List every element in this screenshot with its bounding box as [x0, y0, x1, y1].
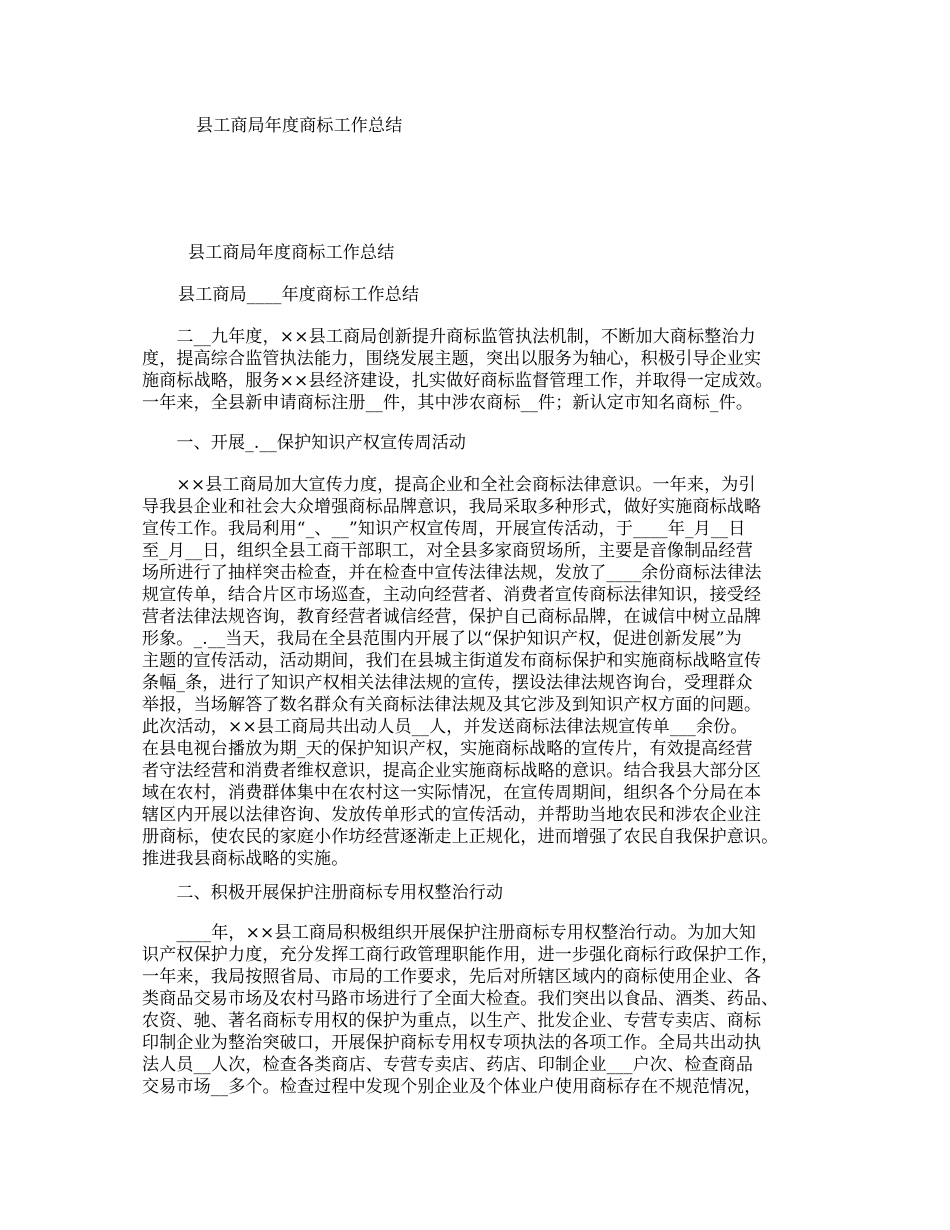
paragraph-line: 推进我县商标战略的实施。 — [142, 849, 349, 869]
paragraph-line: 一年来，全县新申请商标注册__件，其中涉农商标__件；新认定市知名商标_件。 — [142, 393, 754, 413]
paragraph-line: 举报，当场解答了数名群众有关商标法律法规及其它涉及到知识产权方面的问题。 — [142, 695, 762, 715]
paragraph-line: ××县工商局加大宣传力度，提高企业和全社会商标法律意识。一年来，为引 — [142, 475, 756, 495]
paragraph-line: 宣传工作。我局利用“_、__”知识产权宣传周，开展宣传活动，于____年_月__日 — [142, 519, 746, 539]
paragraph-line: 者守法经营和消费者维权意识，提高企业实施商标战略的意识。结合我县大部分区 — [142, 761, 762, 781]
document-subtitle: 县工商局年度商标工作总结 — [188, 243, 395, 263]
section-heading-2 — [142, 882, 832, 904]
paragraph-line: 辖区内开展以法律咨询、发放传单形式的宣传活动，并帮助当地农民和涉农企业注 — [142, 805, 762, 825]
document-heading: 县工商局____年度商标工作总结 — [178, 285, 420, 305]
section-heading-1 — [142, 432, 832, 454]
paragraph-line: 在县电视台播放为期_天的保护知识产权，实施商标战略的宣传片，有效提高经营 — [142, 739, 753, 759]
paragraph-line: 度，提高综合监管执法能力，围绕发展主题，突出以服务为轴心，积极引导企业实 — [142, 349, 762, 369]
paragraph-line: 营者法律法规咨询，教育经营者诚信经营，保护自己商标品牌，在诚信中树立品牌 — [142, 607, 762, 627]
paragraph-line: 一年来，我局按照省局、市局的工作要求，先后对所辖区域内的商标使用企业、各 — [142, 967, 762, 987]
paragraph-section-1 — [142, 474, 832, 870]
section-heading-line: 二、积极开展保护注册商标专用权整治行动 — [142, 883, 504, 903]
paragraph-line: 印制企业为整治突破口，开展保护商标专用权专项执法的各项工作。全局共出动执 — [142, 1033, 762, 1053]
paragraph-line: 导我县企业和社会大众增强商标品牌意识，我局采取多种形式，做好实施商标战略 — [142, 497, 762, 517]
paragraph-line: 至_月__日，组织全县工商干部职工，对全县多家商贸场所，主要是音像制品经营 — [142, 541, 753, 561]
paragraph-intro — [142, 326, 832, 414]
paragraph-line: 施商标战略，服务××县经济建设，扎实做好商标监督管理工作，并取得一定成效。 — [142, 371, 773, 391]
paragraph-line: 场所进行了抽样突击检查，并在检查中宣传法律法规，发放了____余份商标法律法 — [142, 563, 762, 583]
paragraph-line: 域在农村，消费群体集中在农村这一实际情况，在宣传周期间，组织各个分局在本 — [142, 783, 762, 803]
paragraph-line: 主题的宣传活动，活动期间，我们在县城主街道发布商标保护和实施商标战略宣传 — [142, 651, 762, 671]
paragraph-line: 识产权保护力度，充分发挥工商行政管理职能作用，进一步强化商标行政保护工作， — [142, 945, 779, 965]
paragraph-line: 农资、驰、著名商标专用权的保护为重点，以生产、批发企业、专营专卖店、商标 — [142, 1011, 762, 1031]
paragraph-line: 交易市场__多个。检查过程中发现个别企业及个体业户使用商标存在不规范情况， — [142, 1077, 762, 1097]
paragraph-line: 法人员__人次，检查各类商店、专营专卖店、药店、印制企业___户次、检查商品 — [142, 1055, 754, 1075]
paragraph-line: 册商标，使农民的家庭小作坊经营逐渐走上正规化，进而增强了农民自我保护意识。 — [142, 827, 779, 847]
paragraph-line: 规宣传单，结合片区市场巡查，主动向经营者、消费者宣传商标法律知识，接受经 — [142, 585, 762, 605]
paragraph-section-2 — [142, 922, 832, 1098]
paragraph-line: 此次活动，××县工商局共出动人员__人，并发送商标法律法规宣传单___余份。 — [142, 717, 748, 737]
paragraph-line: 二__九年度，××县工商局创新提升商标监管执法机制，不断加大商标整治力 — [142, 327, 756, 347]
paragraph-line: ____年，××县工商局积极组织开展保护注册商标专用权整治行动。为加大知 — [142, 923, 757, 943]
section-heading-line: 一、开展_.__保护知识产权宣传周活动 — [142, 433, 467, 453]
paragraph-line: 条幅_条，进行了知识产权相关法律法规的宣传，摆设法律法规咨询台，受理群众 — [142, 673, 753, 693]
document-title: 县工商局年度商标工作总结 — [196, 116, 403, 136]
paragraph-line: 类商品交易市场及农村马路市场进行了全面大检查。我们突出以食品、酒类、药品、 — [142, 989, 779, 1009]
paragraph-line: 形象。_.__当天，我局在全县范围内开展了以“保护知识产权，促进创新发展”为 — [142, 629, 742, 649]
